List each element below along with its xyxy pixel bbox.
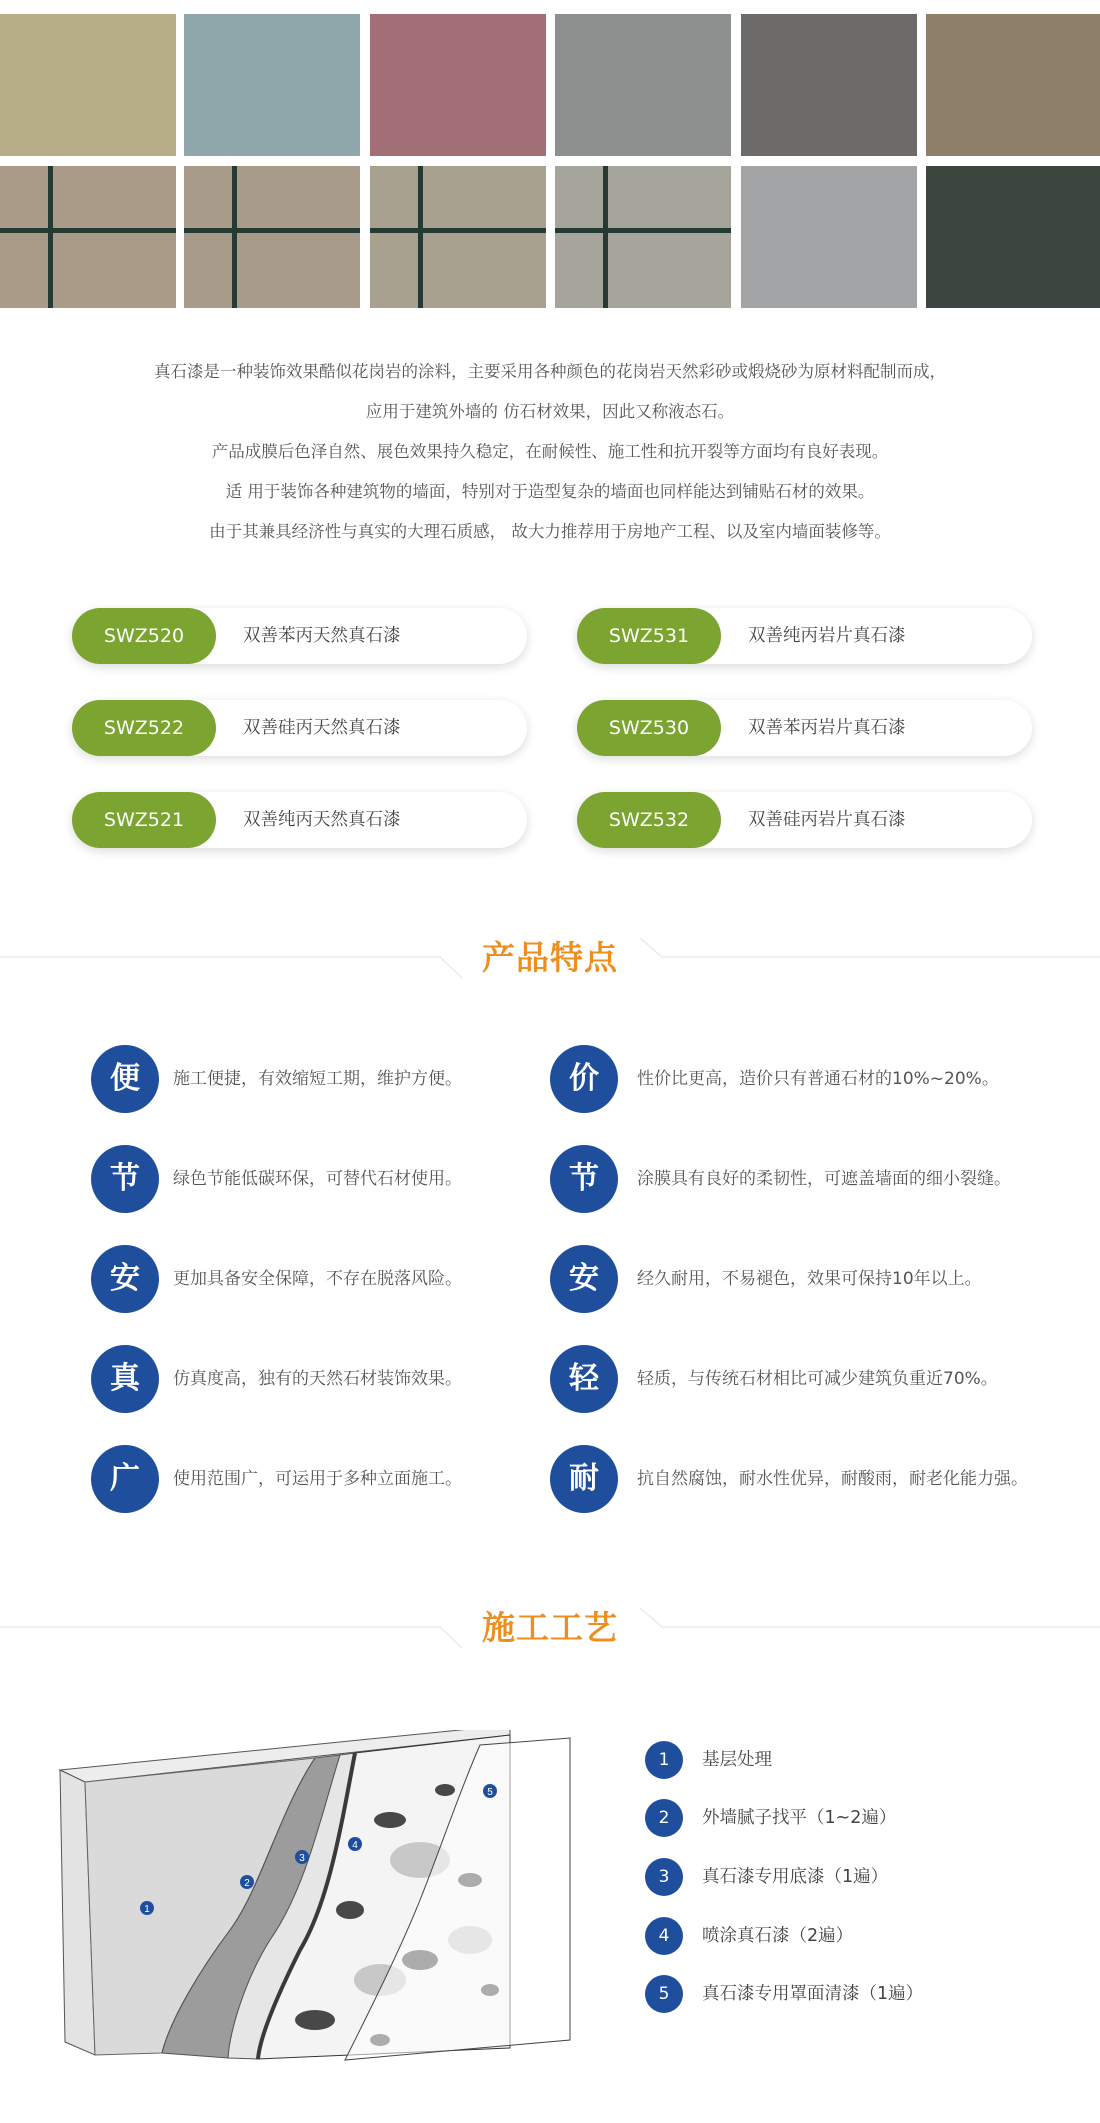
product-code: SWZ532 bbox=[577, 792, 721, 848]
feature-text: 抗自然腐蚀，耐水性优异，耐酸雨，耐老化能力强。 bbox=[637, 1469, 1028, 1489]
product-code: SWZ531 bbox=[577, 608, 721, 664]
step-label: 外墙腻子找平（1~2遍） bbox=[702, 1808, 897, 1828]
feature-badge: 真 bbox=[91, 1345, 159, 1413]
swatch-beige-tile-1 bbox=[0, 166, 176, 308]
product-code: SWZ520 bbox=[72, 608, 216, 664]
feature-badge: 安 bbox=[550, 1245, 618, 1313]
product-pill-swz532[interactable] bbox=[577, 792, 1032, 848]
product-name: 双善硅丙岩片真石漆 bbox=[748, 810, 906, 830]
intro-line: 由于其兼具经济性与真实的大理石质感， 故大力推荐用于房地产工程、以及室内墙面装修等。 bbox=[209, 522, 891, 541]
step-number: 3 bbox=[645, 1858, 683, 1896]
intro-line: 产品成膜后色泽自然、展色效果持久稳定，在耐候性、施工性和抗开裂等方面均有良好表现。 bbox=[211, 442, 889, 461]
product-code: SWZ522 bbox=[72, 700, 216, 756]
step-number: 5 bbox=[645, 1975, 683, 2013]
product-code: SWZ530 bbox=[577, 700, 721, 756]
feature-text: 轻质，与传统石材相比可减少建筑负重近70%。 bbox=[637, 1369, 998, 1389]
diagram-marker-label: 5 bbox=[487, 1787, 493, 1798]
swatch-beige-tile-2 bbox=[184, 166, 360, 308]
step-label: 喷涂真石漆（2遍） bbox=[702, 1926, 854, 1946]
swatch-blue-grey-granite bbox=[184, 14, 360, 156]
intro-line: 真石漆是一种装饰效果酷似花岗岩的涂料，主要采用各种颜色的花岗岩天然彩砂或煅烧砂为原材料配制而成， bbox=[154, 362, 946, 381]
wall-layer-diagram bbox=[50, 1730, 590, 2070]
swatch-dark-rough-granite bbox=[741, 14, 917, 156]
intro-line: 适 用于装饰各种建筑物的墙面，特别对于造型复杂的墙面也同样能达到铺贴石材的效果。 bbox=[225, 482, 875, 501]
diagram-marker-label: 2 bbox=[244, 1878, 250, 1889]
diagram-marker-label: 3 bbox=[299, 1853, 305, 1864]
feature-text: 性价比更高，造价只有普通石材的10%~20%。 bbox=[637, 1069, 999, 1089]
swatch-grey-granite bbox=[555, 14, 731, 156]
product-name: 双善硅丙天然真石漆 bbox=[243, 718, 401, 738]
step-label: 真石漆专用底漆（1遍） bbox=[702, 1867, 889, 1887]
feature-badge: 耐 bbox=[550, 1445, 618, 1513]
feature-text: 仿真度高，独有的天然石材装饰效果。 bbox=[173, 1369, 462, 1389]
product-name: 双善苯丙天然真石漆 bbox=[243, 626, 401, 646]
product-pill-swz531[interactable] bbox=[577, 608, 1032, 664]
feature-text: 涂膜具有良好的柔韧性，可遮盖墙面的细小裂缝。 bbox=[637, 1169, 1011, 1189]
feature-badge: 节 bbox=[91, 1145, 159, 1213]
feature-text: 更加具备安全保障，不存在脱落风险。 bbox=[173, 1269, 462, 1289]
swatch-tan-granite bbox=[0, 14, 176, 156]
feature-text: 绿色节能低碳环保，可替代石材使用。 bbox=[173, 1169, 462, 1189]
product-code: SWZ521 bbox=[72, 792, 216, 848]
product-name: 双善纯丙岩片真石漆 bbox=[748, 626, 906, 646]
step-label: 基层处理 bbox=[702, 1750, 772, 1770]
product-pill-swz522[interactable] bbox=[72, 700, 527, 756]
swatch-red-granite bbox=[370, 14, 546, 156]
diagram-marker-label: 1 bbox=[144, 1904, 150, 1915]
feature-badge: 轻 bbox=[550, 1345, 618, 1413]
features-section-header bbox=[0, 930, 1100, 990]
swatch-white-speckled-tile bbox=[555, 166, 731, 308]
product-name: 双善纯丙天然真石漆 bbox=[243, 810, 401, 830]
swatch-dark-green-stone bbox=[926, 166, 1100, 308]
intro-line: 应用于建筑外墙的 仿石材效果，因此又称液态石。 bbox=[365, 402, 735, 421]
product-name: 双善苯丙岩片真石漆 bbox=[748, 718, 906, 738]
feature-text: 经久耐用，不易褪色，效果可保持10年以上。 bbox=[637, 1269, 982, 1289]
swatch-silver-granite bbox=[741, 166, 917, 308]
step-number: 2 bbox=[645, 1799, 683, 1837]
feature-text: 使用范围广，可运用于多种立面施工。 bbox=[173, 1469, 462, 1489]
step-number: 1 bbox=[645, 1741, 683, 1779]
section-title: 产品特点 bbox=[482, 938, 618, 977]
feature-badge: 便 bbox=[91, 1045, 159, 1113]
product-pill-swz521[interactable] bbox=[72, 792, 527, 848]
process-section-header bbox=[0, 1600, 1100, 1660]
step-number: 4 bbox=[645, 1917, 683, 1955]
feature-badge: 广 bbox=[91, 1445, 159, 1513]
swatch-beige-tile-3 bbox=[370, 166, 546, 308]
texture-swatch-grid bbox=[0, 14, 1100, 308]
product-pill-swz530[interactable] bbox=[577, 700, 1032, 756]
diagram-marker-label: 4 bbox=[352, 1840, 358, 1851]
swatch-speckled-granite bbox=[926, 14, 1100, 156]
product-pill-swz520[interactable] bbox=[72, 608, 527, 664]
feature-text: 施工便捷，有效缩短工期，维护方便。 bbox=[173, 1069, 462, 1089]
step-label: 真石漆专用罩面清漆（1遍） bbox=[702, 1984, 924, 2004]
feature-badge: 价 bbox=[550, 1045, 618, 1113]
feature-badge: 安 bbox=[91, 1245, 159, 1313]
intro-paragraph bbox=[0, 352, 1100, 552]
feature-badge: 节 bbox=[550, 1145, 618, 1213]
section-title: 施工工艺 bbox=[482, 1608, 618, 1647]
